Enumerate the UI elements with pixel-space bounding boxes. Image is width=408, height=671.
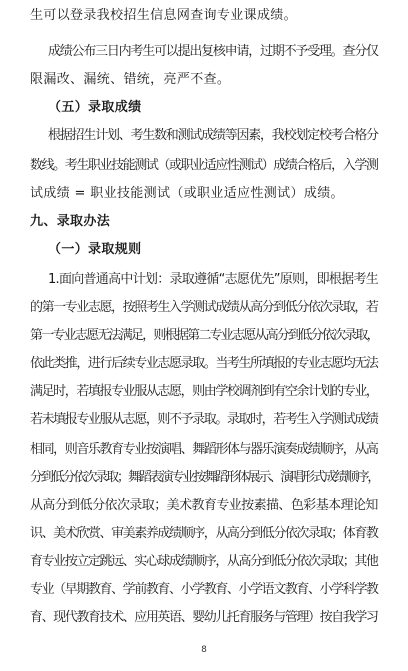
- text-line: 的第一专业志愿，按照考生入学测试成绩从高分到低分依次录取，若: [30, 300, 378, 315]
- text-line: 育、现代教育技术、应用英语、婴幼儿托育服务与管理）按自我学习: [30, 610, 378, 625]
- text-line: 第一专业志愿无法满足，则根据第二专业志愿从高分到低分依次录取，: [30, 328, 378, 343]
- text-line: 识、美术欣赏、审美素养成绩顺序，从高分到低分依次录取；体育教: [30, 526, 378, 541]
- text-line: 1.面向普通高中计划：录取遵循“志愿优先”原则，即根据考生: [48, 272, 379, 287]
- text-line: 数线。考生职业技能测试（或职业适应性测试）成绩合格后，入学测: [30, 158, 378, 173]
- text-line: 若未填报专业服从志愿，则不予录取。录取时，若考生入学测试成绩: [30, 412, 378, 427]
- text-line: 从高分到低分依次录取；美术教育专业按素描、色彩基本理论知: [30, 498, 378, 513]
- text-line: 限漏改、漏统、错统，亮严不查。: [30, 72, 231, 87]
- section-heading: （一）录取规则: [48, 242, 142, 257]
- text-line: 分到低分依次录取；舞蹈表演专业按舞蹈形体展示、演唱形式成绩顺序，: [30, 470, 379, 485]
- text-line: 育专业按立定跳远、实心球成绩顺序，从高分到低分依次录取；其他: [30, 554, 378, 569]
- text-line: 成绩公布三日内考生可以提出复核申请，过期不予受理。查分仅: [48, 44, 378, 59]
- text-line: 相同，则音乐教育专业按演唱、舞蹈形体与器乐演奏成绩顺序，从高: [30, 442, 378, 457]
- text-line: 试成绩 = 职业技能测试（或职业适应性测试）成绩。: [30, 186, 344, 201]
- text-line: 依此类推，进行后续专业志愿录取。当考生所填报的专业志愿均无法: [30, 356, 378, 371]
- section-heading: （五）录取成绩: [48, 100, 142, 115]
- text-line: 根据招生计划、考生数和测试成绩等因素，我校划定校考合格分: [48, 128, 378, 143]
- page-number: 8: [201, 645, 207, 655]
- text-line: 生可以登录我校招生信息网查询专业课成绩。: [30, 8, 298, 23]
- text-line: 满足时，若填报专业服从志愿，则由学校调剂到有空余计划的专业，: [30, 384, 378, 399]
- chapter-heading: 九、录取办法: [30, 214, 111, 229]
- text-line: 专业（早期教育、学前教育、小学教育、小学语文教育、小学科学教: [30, 582, 378, 597]
